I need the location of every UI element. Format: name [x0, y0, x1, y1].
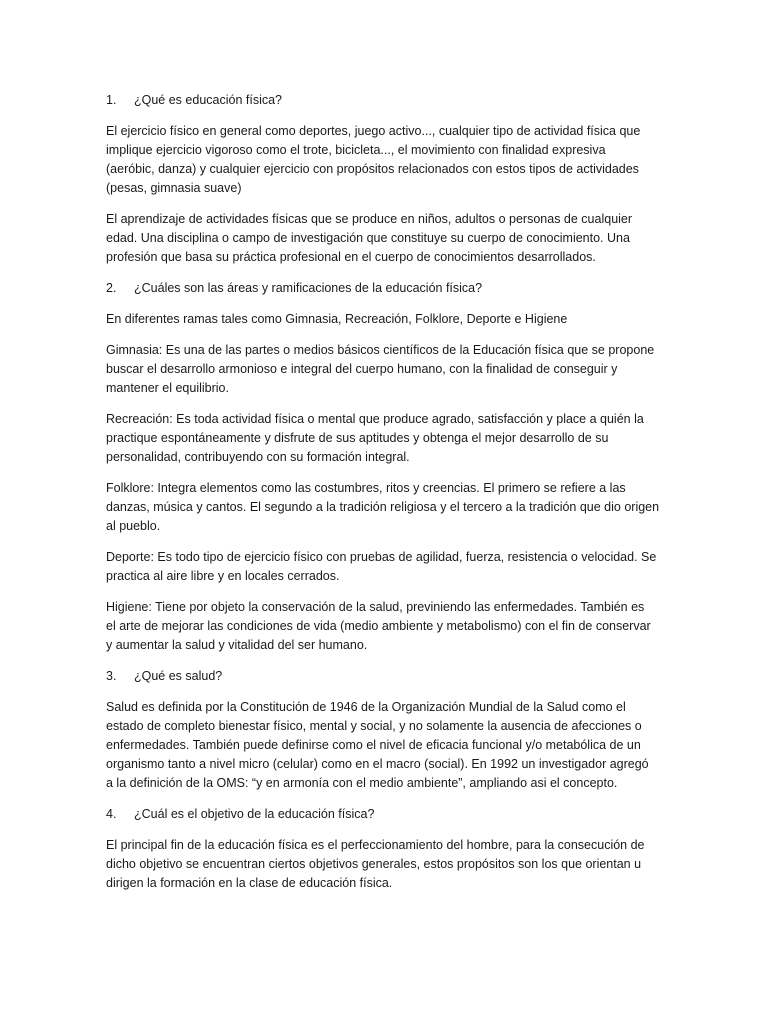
answer-paragraph [106, 210, 666, 267]
paragraph-line: El aprendizaje de actividades físicas que se produce en niños, adultos o personas de cualquier [106, 212, 633, 226]
paragraph-line: al pueblo. [106, 519, 161, 533]
paragraph-line: mantener el equilibrio. [106, 381, 229, 395]
question-heading [106, 91, 666, 110]
answer-paragraph [106, 548, 666, 586]
paragraph-line: estado de completo bienestar físico, mental y social, y no solamente la ausencia de afecciones o [106, 719, 642, 733]
question-text: ¿Cuáles son las áreas y ramificaciones de la educación física? [134, 281, 483, 295]
paragraph-line: el arte de mejorar las condiciones de vida (medio ambiente y metabolismo) con el fin de conservar [106, 619, 651, 633]
answer-paragraph [106, 410, 666, 467]
paragraph-line: practique espontáneamente y disfrute de sus aptitudes y obtenga el mejor desarrollo de su [106, 431, 609, 445]
answer-paragraph [106, 698, 666, 793]
paragraph-line: practica al aire libre y en locales cerrados. [106, 569, 340, 583]
paragraph-line: implique ejercicio vigoroso como el trote, bicicleta..., el movimiento con finalidad expresiva [106, 143, 606, 157]
question-number: 4. [106, 807, 117, 821]
document-body [106, 91, 666, 905]
paragraph-line: dirigen la formación en la clase de educación física. [106, 876, 393, 890]
paragraph-line: El ejercicio físico en general como deportes, juego activo..., cualquier tipo de actividad física que [106, 124, 641, 138]
question-text: ¿Cuál es el objetivo de la educación física? [134, 807, 375, 821]
paragraph-line: edad. Una disciplina o campo de investigación que constituye su cuerpo de conocimiento. Una [106, 231, 630, 245]
paragraph-line: El principal fin de la educación física es el perfeccionamiento del hombre, para la consecución de [106, 838, 645, 852]
paragraph-line: (aeróbic, danza) y cualquier ejercicio con propósitos relacionados con estos tipos de actividades [106, 162, 639, 176]
paragraph-line: a la definición de la OMS: “y en armonía con el medio ambiente”, ampliando asi el concepto. [106, 776, 618, 790]
paragraph-line: buscar el desarrollo armonioso e integral del cuerpo humano, con la finalidad de conseguir y [106, 362, 618, 376]
paragraph-line: danzas, música y cantos. El segundo a la tradición religiosa y el tercero a la tradición que dio origen [106, 500, 660, 514]
answer-paragraph [106, 310, 666, 329]
question-heading [106, 667, 666, 686]
paragraph-line: Salud es definida por la Constitución de 1946 de la Organización Mundial de la Salud como el [106, 700, 626, 714]
answer-paragraph [106, 479, 666, 536]
paragraph-line: En diferentes ramas tales como Gimnasia, Recreación, Folklore, Deporte e Higiene [106, 312, 568, 326]
answer-paragraph [106, 341, 666, 398]
paragraph-line: y aumentar la salud y vitalidad del ser humano. [106, 638, 368, 652]
paragraph-line: Recreación: Es toda actividad física o mental que produce agrado, satisfacción y place a quién la [106, 412, 644, 426]
paragraph-line: profesión que basa su práctica profesional en el cuerpo de conocimientos desarrollados. [106, 250, 596, 264]
paragraph-line: personalidad, contribuyendo con su formación integral. [106, 450, 410, 464]
paragraph-line: dicho objetivo se encuentran ciertos objetivos generales, estos propósitos son los que orientan u [106, 857, 642, 871]
question-text: ¿Qué es educación física? [134, 93, 282, 107]
answer-paragraph [106, 598, 666, 655]
paragraph-line: Deporte: Es todo tipo de ejercicio físico con pruebas de agilidad, fuerza, resistencia o velocidad. Se [106, 550, 657, 564]
answer-paragraph [106, 836, 666, 893]
paragraph-line: Gimnasia: Es una de las partes o medios básicos científicos de la Educación física que se propone [106, 343, 655, 357]
answer-paragraph [106, 122, 666, 198]
question-text: ¿Qué es salud? [134, 669, 223, 683]
question-number: 1. [106, 93, 117, 107]
paragraph-line: enfermedades. También puede definirse como el nivel de eficacia funcional y/o metabólica de un [106, 738, 641, 752]
question-number: 2. [106, 281, 117, 295]
paragraph-line: (pesas, gimnasia suave) [106, 181, 242, 195]
question-heading [106, 805, 666, 824]
paragraph-line: Higiene: Tiene por objeto la conservación de la salud, previniendo las enfermedades. También es [106, 600, 645, 614]
question-heading [106, 279, 666, 298]
question-number: 3. [106, 669, 117, 683]
paragraph-line: Folklore: Integra elementos como las costumbres, ritos y creencias. El primero se refiere a las [106, 481, 626, 495]
paragraph-line: organismo tanto a nivel micro (celular) como en el macro (social). En 1992 un investigador agregó [106, 757, 649, 771]
